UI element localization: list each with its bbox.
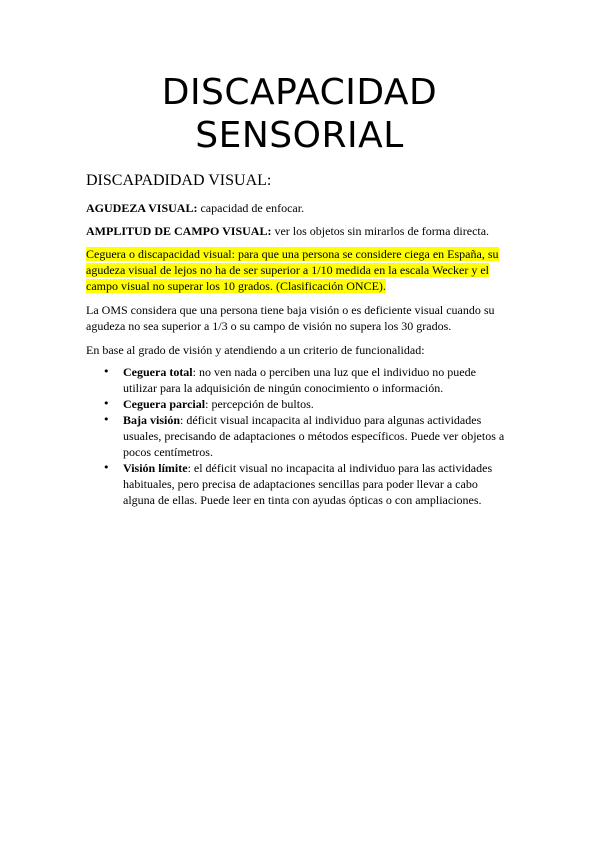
list-item-text: usuales, precisando de adaptaciones o métodos específicos. Puede ver objetos a xyxy=(123,429,505,443)
list-intro-paragraph: En base al grado de visión y atendiendo a un criterio de funcionalidad: xyxy=(86,343,425,357)
amplitud-term: AMPLITUD DE CAMPO VISUAL: xyxy=(86,224,272,238)
agudeza-paragraph xyxy=(86,200,516,216)
highlight-line-3: campo visual no superar los 10 grados. (Clasificación ONCE). xyxy=(86,279,386,293)
list-item-term: Baja visión xyxy=(123,413,181,427)
bullet-icon: • xyxy=(103,413,110,426)
list-item xyxy=(86,412,516,460)
list-item-text: alguna de ellas. Puede leer en tinta con ayudas ópticas o con ampliaciones. xyxy=(123,493,482,507)
list-item-term: Ceguera parcial xyxy=(123,397,206,411)
oms-line-2: agudeza no sea superior a 1/3 o su campo de visión no supera los 30 grados. xyxy=(86,319,452,333)
title-line-1: DISCAPACIDAD xyxy=(161,72,438,113)
agudeza-term: AGUDEZA VISUAL: xyxy=(86,201,198,215)
list-item-term: Visión límite xyxy=(123,461,188,475)
oms-line-1: La OMS considera que una persona tiene baja visión o es deficiente visual cuando su xyxy=(86,303,495,317)
list-item-text: utilizar para la adquisición de ningún conocimiento o información. xyxy=(123,381,444,395)
amplitud-definition: ver los objetos sin mirarlos de forma directa. xyxy=(271,224,490,238)
highlight-line-2: agudeza visual de lejos no ha de ser superior a 1/10 medida en la escala Wecker y el xyxy=(86,263,489,277)
bullet-icon: • xyxy=(103,397,110,410)
amplitud-paragraph xyxy=(86,223,516,239)
list-item-text: : percepción de bultos. xyxy=(205,397,314,411)
agudeza-definition: capacidad de enfocar. xyxy=(197,201,305,215)
list-item-text: pocos centímetros. xyxy=(123,445,213,459)
functionality-list xyxy=(86,364,516,508)
bullet-icon: • xyxy=(103,461,110,474)
list-item-text: habituales, pero precisa de adaptaciones sencillas para poder llevar a cabo xyxy=(123,477,478,491)
highlight-line-1: Ceguera o discapacidad visual: para que una persona se considere ciega en España, su xyxy=(86,247,499,261)
bullet-icon: • xyxy=(103,365,110,378)
section-heading: DISCAPADIDAD VISUAL: xyxy=(86,172,272,189)
page-title xyxy=(0,71,599,157)
oms-paragraph xyxy=(86,302,516,334)
list-item xyxy=(86,396,516,412)
list-item xyxy=(86,364,516,396)
list-item xyxy=(86,460,516,508)
list-item-text: : no ven nada o perciben una luz que el individuo no puede xyxy=(192,365,476,379)
ceguera-highlight-paragraph xyxy=(86,246,516,294)
list-item-text: : el déficit visual no incapacita al individuo para las actividades xyxy=(187,461,493,475)
title-line-2: SENSORIAL xyxy=(195,115,404,156)
list-item-text: : déficit visual incapacita al individuo para algunas actividades xyxy=(180,413,482,427)
list-item-term: Ceguera total xyxy=(123,365,193,379)
